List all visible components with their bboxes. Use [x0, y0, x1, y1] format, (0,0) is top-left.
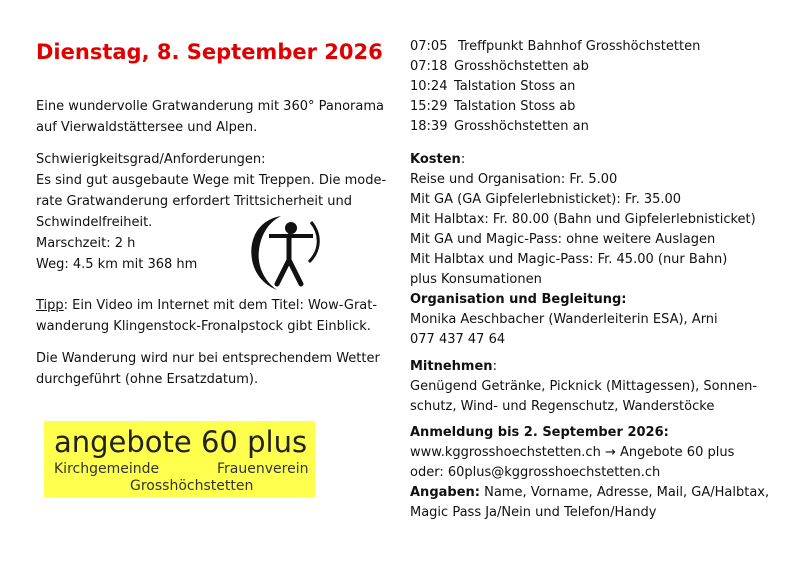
schedule [410, 37, 700, 137]
tip-section: Tipp: Ein Video im Internet mit dem Titel: Wow-Grat- wanderung Klingenstock-Fronalpstock gibt Einblick. [36, 298, 378, 334]
mitnehmen-heading: Mitnehmen [410, 359, 493, 374]
kosten-section: Kosten: Reise und Organisation: Fr. 5.00 Mit GA (GA Gipfelerlebnisticket): Fr. 35.00 Mit Halbtax: Fr. 80.00 (Bahn und Gipfelerlebnisticket) Mit GA und Magic-Pass: ohne weitere Auslagen Mit Halbtax und Magic-Pass: Fr. 45.00 (nur Bahn) plus Konsumationen [410, 152, 756, 287]
schedule-row: 07:18 Grosshöchstetten ab [410, 59, 589, 74]
tip-label: Tipp [36, 298, 64, 313]
intro-text: Eine wundervolle Gratwanderung mit 360° Panorama auf Vierwaldstättersee und Alpen. [36, 99, 384, 135]
schedule-row: 18:39 Grosshöchstetten an [410, 119, 589, 134]
schedule-row: 10:24 Talstation Stoss an [410, 79, 576, 94]
kosten-heading: Kosten [410, 152, 461, 167]
logo-bottom-text: Grosshöchstetten [130, 478, 254, 494]
logo-right-text: Frauenverein [217, 461, 309, 477]
requirements-heading: Schwierigkeitsgrad/Anforderungen: [36, 152, 266, 167]
logo-main-text: angebote 60 plus [54, 425, 308, 459]
event-title: Dienstag, 8. September 2026 [36, 40, 383, 64]
archer-icon [243, 212, 323, 292]
anmeldung-website: www.kggrosshoechstetten.ch → Angebote 60 plus [410, 445, 735, 460]
weather-note: Die Wanderung wird nur bei entsprechendem Wetter durchgeführt (ohne Ersatzdatum). [36, 351, 380, 387]
logo-left-text: Kirchgemeinde [54, 461, 160, 477]
weg: Weg: 4.5 km mit 368 hm [36, 257, 198, 272]
organisation-heading: Organisation und Begleitung: [410, 292, 627, 307]
anmeldung-email: oder: 60plus@kggrosshoechstetten.ch [410, 465, 661, 480]
requirements-section: Schwierigkeitsgrad/Anforderungen: Es sind gut ausgebaute Wege mit Treppen. Die mode- rate Gratwanderung erfordert Trittsicherheit und Schwindelfreiheit. Marschzeit: 2 h Weg: 4.5 km mit 368 hm [36, 149, 386, 275]
schedule-row: 07:05 Treffpunkt Bahnhof Grosshöchstetten [410, 39, 701, 54]
marschzeit: Marschzeit: 2 h [36, 236, 136, 251]
mitnehmen-section: Mitnehmen: Genügend Getränke, Picknick (Mittagessen), Sonnen- schutz, Wind- und Regenschutz, Wanderstöcke [410, 359, 758, 414]
schedule-row: 15:29 Talstation Stoss ab [410, 99, 576, 114]
anmeldung-heading: Anmeldung bis 2. September 2026: [410, 425, 669, 440]
angebote-logo [44, 421, 315, 497]
anmeldung-section: Anmeldung bis 2. September 2026: www.kggrosshoechstetten.ch → Angebote 60 plus oder: 60plus@kggrosshoechstetten.ch Angaben: Name, Vorname, Adresse, Mail, GA/Halbtax, Magic Pass Ja/Nein und Telefon/Handy [410, 425, 770, 520]
organisation-section: Organisation und Begleitung: Monika Aeschbacher (Wanderleiterin ESA), Arni 077 437 47 64 [410, 292, 718, 347]
